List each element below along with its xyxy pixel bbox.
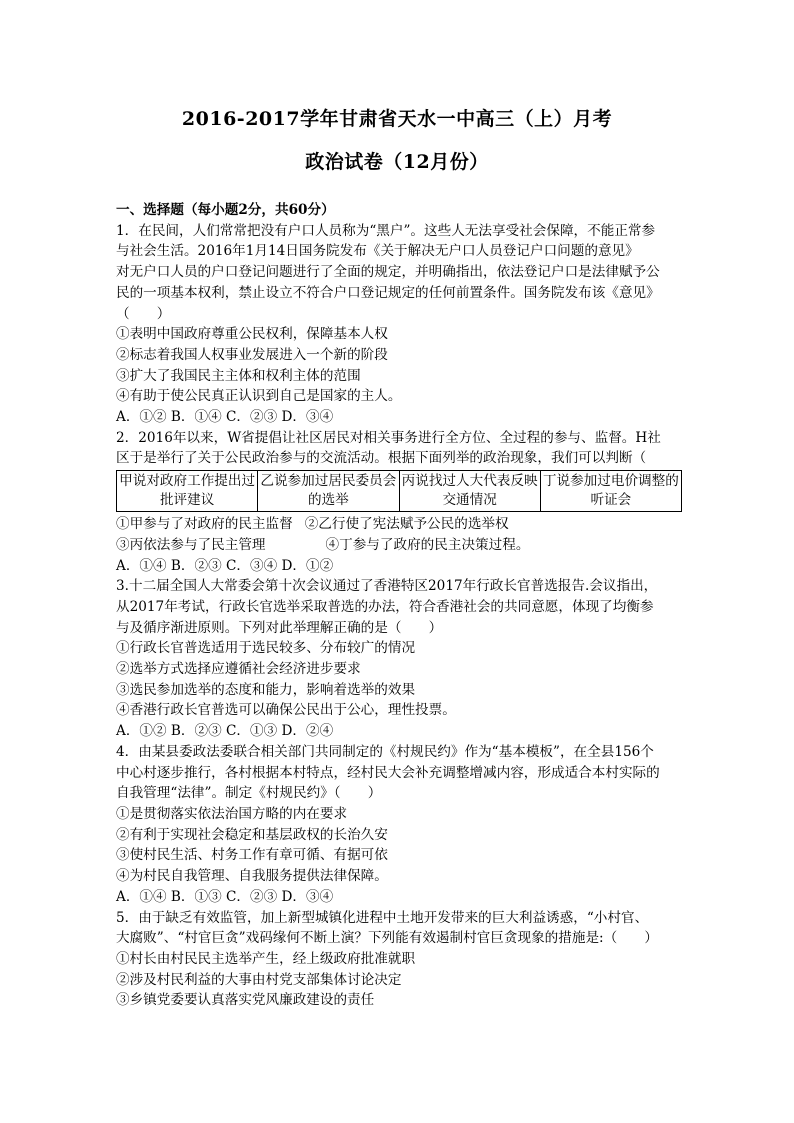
statement-option: ③乡镇党委要认真落实党风廉政建设的责任	[116, 992, 375, 1009]
question-text-line: 与社会生活。2016年1月14日国务院发布《关于解决无户口人员登记户口问题的意见》	[116, 243, 639, 260]
statement-option: ②有利于实现社会稳定和基层政权的长治久安	[116, 826, 388, 843]
statement-option: ③丙依法参与了民主管理	[116, 536, 266, 553]
question-1	[116, 221, 682, 428]
question-text-line: 3.十二届全国人大常委会第十次会议通过了香港特区2017年行政长官普选报告.会议指出，	[116, 578, 658, 595]
statement-option: ④有助于使公民真正认识到自己是国家的主人。	[116, 388, 402, 405]
answer-choices: A．①④ B．②③ C．③④ D．①②	[116, 557, 334, 574]
question-blank: （ ）	[116, 305, 171, 322]
exam-title: 2016-2017学年甘肃省天水一中高三（上）月考	[181, 108, 613, 130]
table-cell: 丁说参加过电价调整的听证会	[540, 471, 681, 512]
question-text-line: 中心村逐步推行，各村根据本村特点，经村民大会补充调整增减内容，形成适合本村实际的	[116, 764, 660, 781]
statement-option: ④为村民自我管理、自我服务提供法律保障。	[116, 868, 388, 885]
question-text-line: 2．2016年以来，W省提倡让社区居民对相关事务进行全方位、全过程的参与、监督。H社	[116, 429, 661, 446]
statement-option: ④丁参与了政府的民主决策过程。	[325, 536, 530, 553]
statement-option: ①行政长官普选适用于选民较多、分布较广的情况	[116, 640, 416, 657]
statement-option: ①甲参与了对政府的民主监督	[116, 516, 293, 533]
statement-option: ①是贯彻落实依法治国方略的内在要求	[116, 805, 348, 822]
question-text-line: 5．由于缺乏有效监管，加上新型城镇化进程中土地开发带来的巨大利益诱惑，“小村官、	[116, 909, 649, 926]
table-row	[117, 471, 682, 512]
statement-option: ①表明中国政府尊重公民权利，保障基本人权	[116, 326, 388, 343]
statement-option: ③选民参加选举的态度和能力，影响着选举的效果	[116, 681, 416, 698]
phenomena-table	[116, 470, 682, 512]
question-text-line: 自我管理“法律”。制定《村规民约》（ ）	[116, 785, 382, 802]
question-text-line: 区于是举行了关于公民政治参与的交流活动。根据下面列举的政治现象，我们可以判断（	[116, 450, 647, 467]
table-cell: 丙说找过人大代表反映交通情况	[399, 471, 540, 512]
table-cell: 乙说参加过居民委员会的选举	[258, 471, 399, 512]
exam-content	[116, 200, 682, 1011]
statement-option: ②标志着我国人权事业发展进入一个新的阶段	[116, 346, 388, 363]
statement-option: ③使村民生活、村务工作有章可循、有据可依	[116, 847, 388, 864]
statement-option: ④香港行政长官普选可以确保公民出于公心，理性投票。	[116, 702, 456, 719]
table-cell: 甲说对政府工作提出过批评建议	[117, 471, 258, 512]
question-5	[116, 908, 682, 1012]
question-text-line: 对无户口人员的户口登记问题进行了全面的规定，并明确指出，依法登记户口是法律赋予公	[116, 264, 660, 281]
answer-choices: A．①② B．①④ C．②③ D．③④	[116, 409, 334, 426]
section-header: 一、选择题（每小题2分，共60分）	[116, 202, 335, 218]
question-text-line: 民的一项基本权利，禁止设立不符合户口登记规定的任何前置条件。国务院发布该《意见》	[116, 284, 660, 301]
question-text-line: 大腐败”、“村官巨贪”戏码缘何不断上演？下列能有效遏制村官巨贪现象的措施是:（ ）	[116, 930, 658, 947]
question-text-line: 1．在民间，人们常常把没有户口人员称为“黑户”。这些人无法享受社会保障，不能正常参	[116, 222, 656, 239]
answer-choices: A．①② B．②③ C．①③ D．②④	[116, 723, 334, 740]
question-3	[116, 576, 682, 742]
statement-option-row	[116, 514, 682, 535]
question-text-line: 与及循序渐进原则。下列对此举理解正确的是（ ）	[116, 619, 443, 636]
statement-option: ②乙行使了宪法赋予公民的选举权	[304, 516, 509, 533]
question-2	[116, 428, 682, 577]
question-4	[116, 742, 682, 908]
exam-subtitle: 政治试卷（12月份）	[305, 151, 489, 173]
question-text-line: 4．由某县委政法委联合相关部门共同制定的《村规民约》作为“基本模板”，在全县156个	[116, 743, 654, 760]
statement-option: ③扩大了我国民主主体和权利主体的范围	[116, 367, 361, 384]
statement-option: ①村长由村民民主选举产生，经上级政府批准就职	[116, 950, 416, 967]
answer-choices: A．①④ B．①③ C．②③ D．③④	[116, 888, 334, 905]
statement-option: ②涉及村民利益的大事由村党支部集体讨论决定	[116, 971, 402, 988]
statement-option: ②选举方式选择应遵循社会经济进步要求	[116, 661, 361, 678]
question-text-line: 从2017年考试，行政长官选举采取普选的办法，符合香港社会的共同意愿，体现了均衡参	[116, 598, 654, 615]
statement-option-row	[116, 535, 682, 556]
